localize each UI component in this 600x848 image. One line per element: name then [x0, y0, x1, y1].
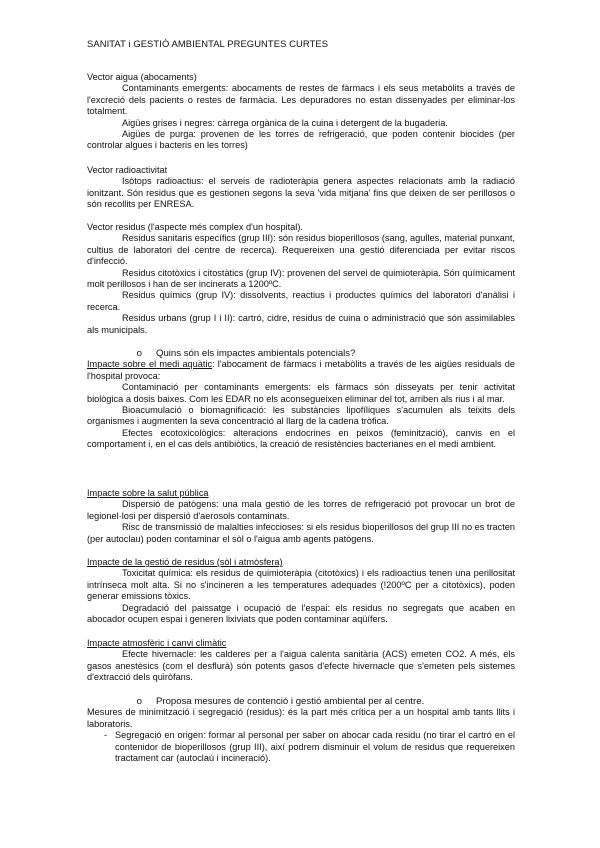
paragraph: Risc de transmissió de malalties infeccioses: si els residus bioperillosos del grup III no es tracten (per autoclau) poden contaminar el sòl o l'aigua amb agents patògens.: [87, 522, 515, 544]
bullet-marker: o: [136, 696, 142, 707]
section-salut-publica: [87, 488, 515, 545]
paragraph: Toxicitat química: els residus de quimioteràpia (citotòxics) i els radioactius tenen una perillositat intrínseca molt alta. Si no s'incineren a les temperatures adequades (!200ºC per a citotòxics), poden generar emissions tòxics.: [87, 568, 515, 602]
paragraph: Mesures de minimització i segregació (residus): és la part més crítica per a un hospital amb tants llits i laboratoris.: [87, 707, 515, 729]
section-heading: Vector residus (l'aspecte més complex d'un hospital).: [87, 222, 303, 232]
paragraph: Residus urbans (grup I i II): cartró, cidre, residus de cuina o administració que són assimilables als municipals.: [87, 313, 515, 335]
paragraph: Residus químics (grup IV): dissolvents, reactius i productes químics del laboratori d'anàlisi i recerca.: [87, 290, 515, 312]
question-heading: [87, 348, 515, 359]
dash-marker: -: [103, 730, 107, 741]
subheading: Impacte sobre la salut pública: [87, 488, 209, 498]
section-gestio-residus: [87, 557, 515, 625]
bullet-marker: o: [136, 348, 142, 359]
paragraph: Dispersió de patògens: una mala gestió de les torres de refrigeració pot provocar un brot de legionel·losi per dispersió d'aerosols contaminats.: [87, 499, 515, 521]
question-impactes: [87, 348, 515, 451]
paragraph: Contaminants emergents: abocaments de restes de fàrmacs i els seus metabòlits a través de l'excreció dels pacients o restes de farmàcia. Les depuradores no estan dissenyades per eliminar-los totalment.: [87, 83, 515, 117]
paragraph: Bioacumulació o biomagnificació: les substàncies lipofíliques s'acumulen als teixits dels organismes i augmenten la seva concentració al llarg de la cadena tròfica.: [87, 405, 515, 427]
paragraph: Efecte hivernacle: les calderes per a l'aigua calenta sanitària (ACS) emeten CO2. A més, els gasos anestèsics (com el desflurà) són potents gasos d'efecte hivernacle que s'emeten pels sistemes d'extracció dels quiròfans.: [87, 649, 515, 683]
subheading: Impacte atmosfèric i canvi climàtic: [87, 638, 227, 648]
subheading: Impacte sobre el medi aquàtic: [87, 359, 213, 370]
paragraph: Isòtops radioactius: el serveis de radioteràpia genera aspectes relacionats amb la radiació ionitzant. Són residus que es gestionen segons la seva 'vida mitjana' fins que deixen de ser perillosos o són recollits per ENRESA.: [87, 176, 515, 210]
paragraph: Impacte sobre el medi aquàtic: l'abocament de fàrmacs i metabòlits a través de les aigües residuals de l'hospital provoca:: [87, 359, 515, 381]
section-impacte-atmosferic: [87, 638, 515, 684]
question-mesures: [87, 696, 515, 764]
paragraph: Residus sanitaris específics (grup III): són residus bioperillosos (sang, agulles, material punxant, cultius de laboratori del centre de recerca). Requereixen una gestió diferenciada per evitar riscos d'infecció.: [87, 233, 515, 267]
paragraph: Degradació del paissatge i ocupació de l'espai: els residus no segregats que acaben en abocador ocupen espai i generen lixiviats que poden contaminar aqüífers.: [87, 602, 515, 625]
question-text: Quins són els impactes ambientals potencials?: [156, 348, 356, 359]
document-title: SANITAT i GESTIÓ AMBIENTAL PREGUNTES CURTES: [87, 38, 329, 49]
question-text: Proposa mesures de contenció i gestió ambiental per al centre.: [156, 696, 425, 707]
paragraph: Contaminació per contaminants emergents: els fàrmacs són disseyats per tenir activitat biològica a dosis baixes. Com les EDAR no els aconsegueixen eliminar del tot, arriben als rius i al mar.: [87, 382, 515, 404]
section-vector-radioactivitat: [87, 165, 515, 211]
list-item: [87, 730, 515, 764]
paragraph: Efectes ecotoxicològics: alteracions endocrines en peixos (feminització), canvis en el comportament i, en el cas dels antibiòtics, la creació de resistències bacterianes en el medi ambient.: [87, 427, 515, 450]
question-heading: [87, 696, 515, 707]
list-item-text: Segregació en origen: formar al personal per saber on abocar cada residu (no tirar el cartró en el contenidor de bioperillosos (grup III), així podrem disminuir el volum de residus que requereixen tractament car (autoclaú i incineració).: [115, 730, 515, 764]
paragraph: Aigües de purga: provenen de les torres de refrigeració, que poden contenir biocides (per controlar algues i bacteris en les torres): [87, 129, 515, 151]
section-vector-residus: [87, 222, 515, 336]
paragraph: Residus citotòxics i citostàtics (grup IV): provenen del servei de quimioteràpia. Són químicament molt perillosos i han de ser incinerats a 1200ºC.: [87, 267, 515, 290]
subheading: Impacte de la gestió de residus (sòl i atmòsfera): [87, 557, 283, 567]
section-heading: Vector aigua (abocaments): [87, 72, 197, 82]
section-vector-aigua: [87, 72, 515, 152]
section-heading: Vector radioactivitat: [87, 165, 168, 175]
paragraph: Aigües grises i negres: càrrega orgànica de la cuina i detergent de la bugaderia.: [122, 117, 448, 128]
